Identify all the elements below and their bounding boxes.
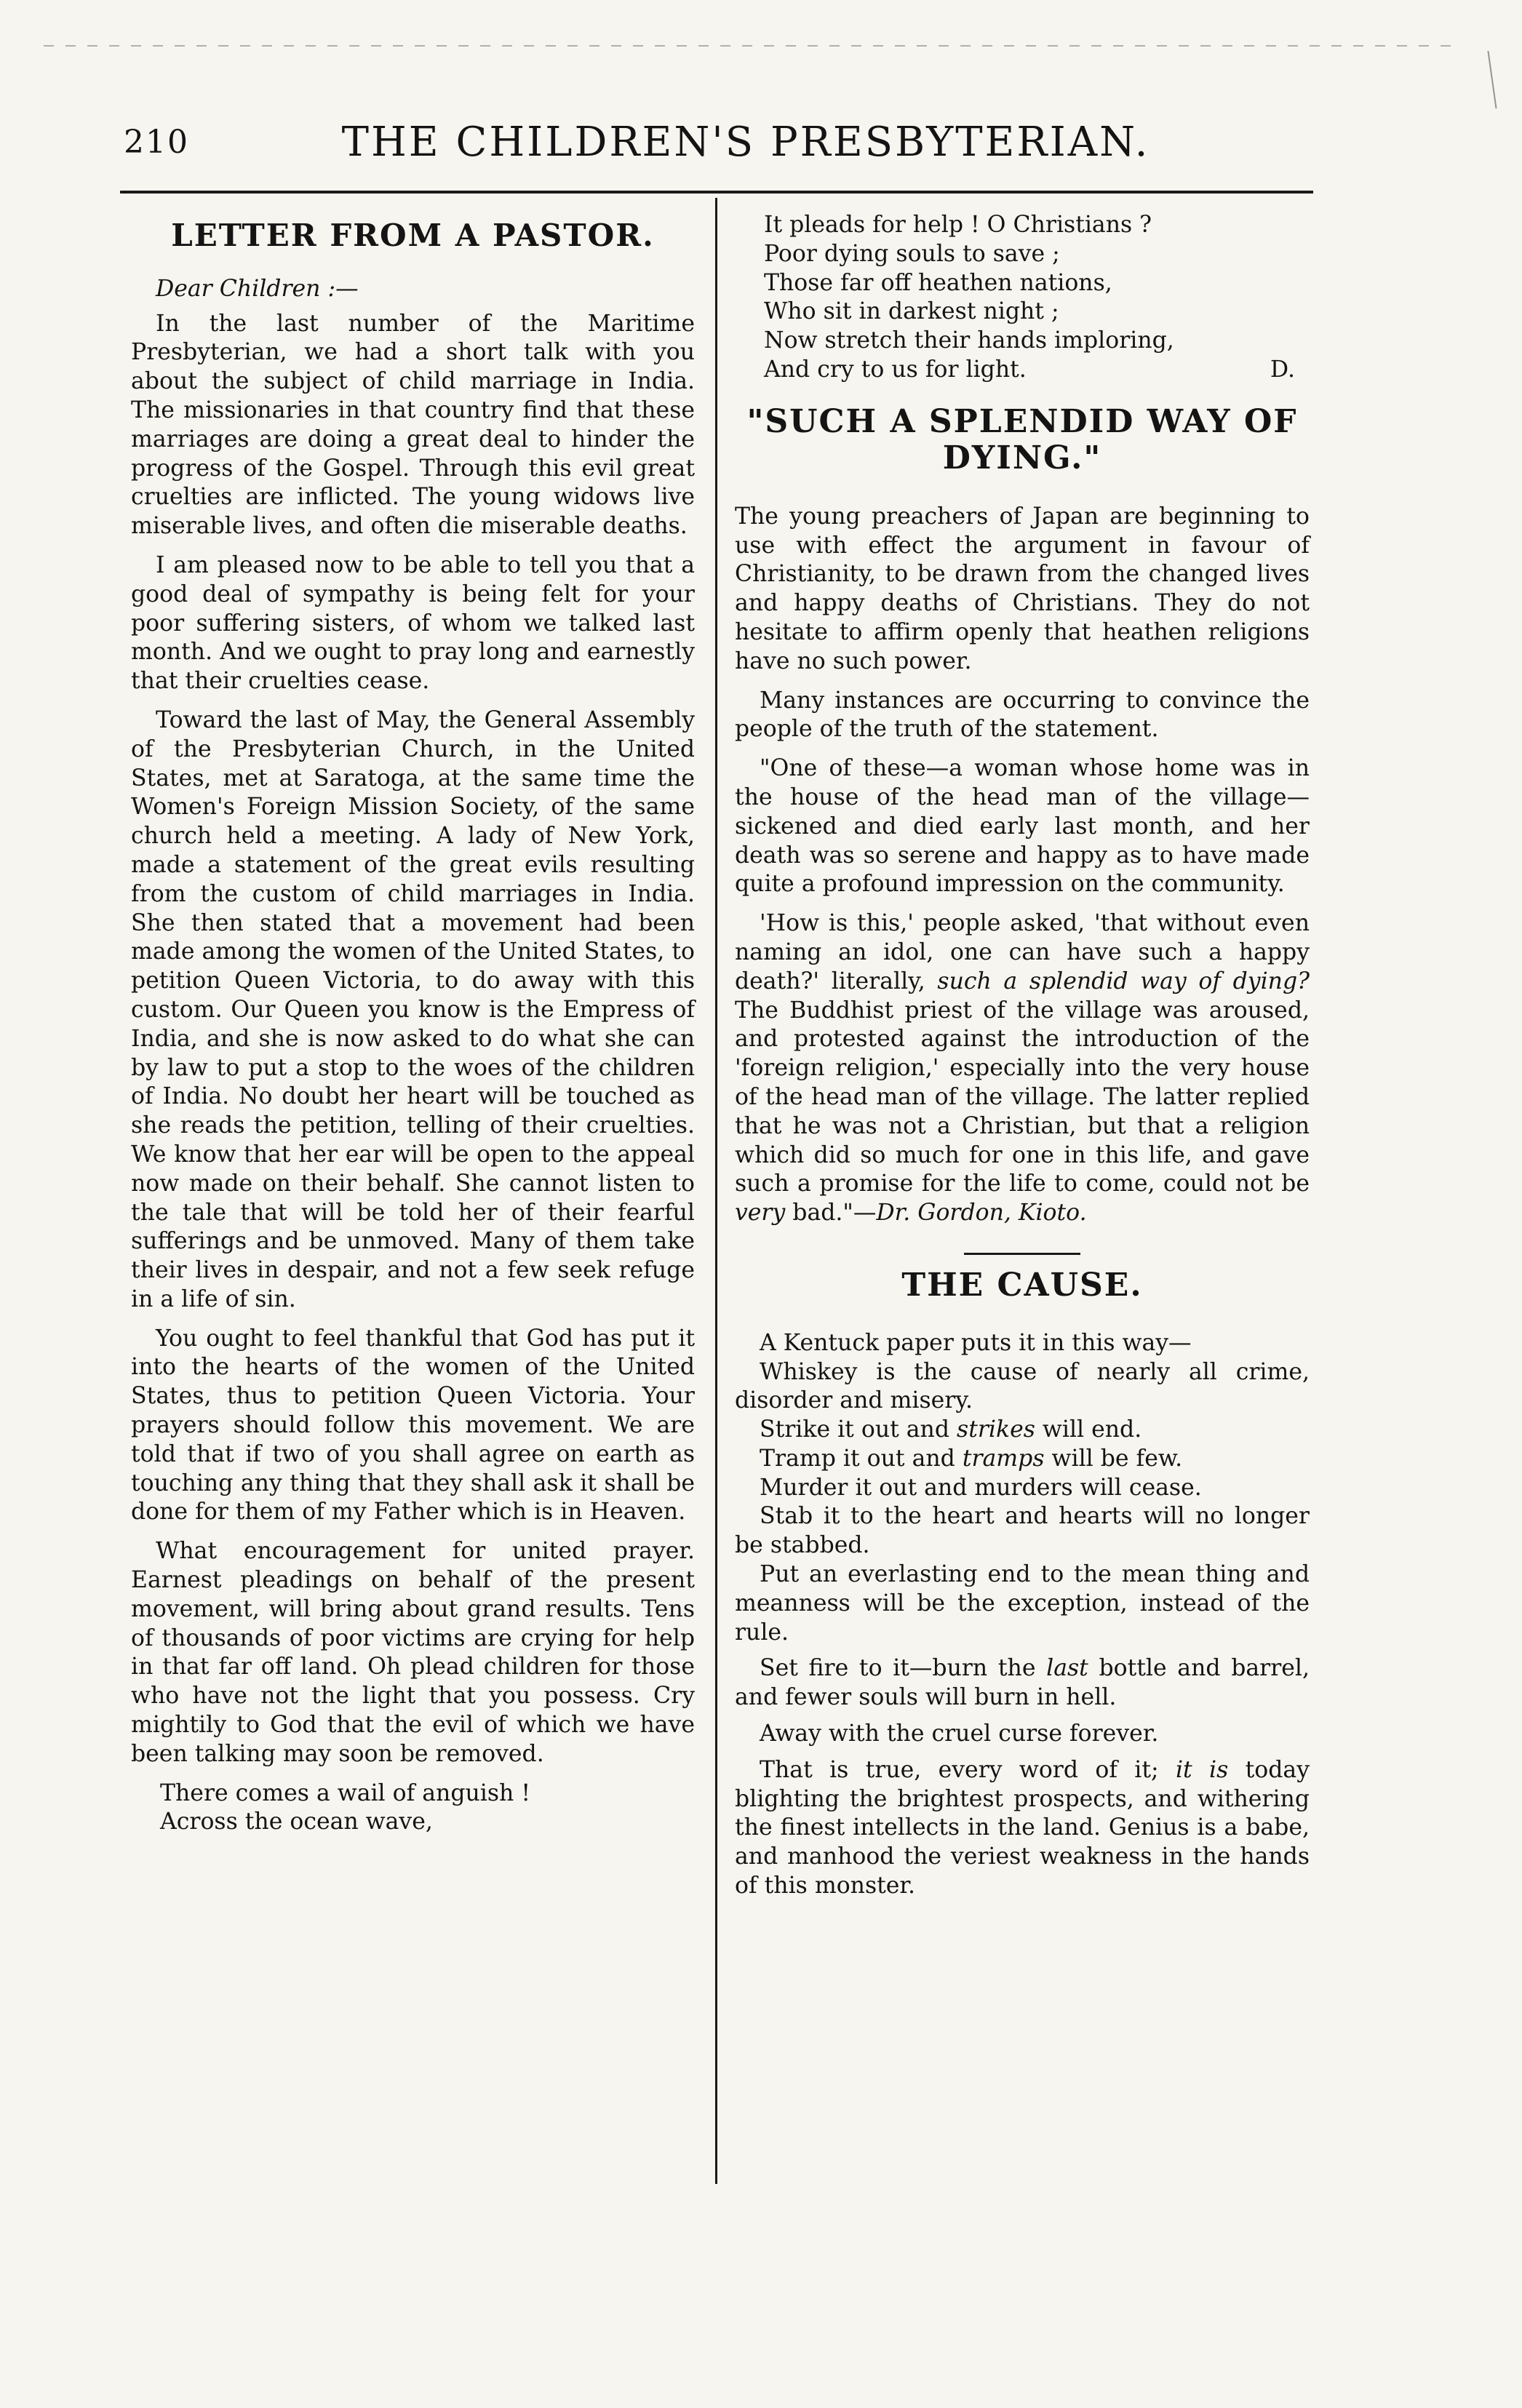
cause-line: Tramp it out and tramps will be few. <box>760 1445 1183 1472</box>
page-header <box>124 113 1310 171</box>
left-column <box>131 211 695 1840</box>
verse-line: There comes a wail of anguish ! <box>160 1779 530 1806</box>
letter-verse-continued <box>735 211 1310 385</box>
cause-line: Stab it to the heart and hearts will no longer be stabbed. <box>735 1503 1310 1559</box>
verse-line: Poor dying souls to save ; <box>764 240 1060 267</box>
letter-verse <box>131 1779 695 1838</box>
cause-line: A Kentuck paper puts it in this way— <box>760 1329 1192 1356</box>
letter-signature: D. <box>1270 356 1295 383</box>
corner-mark <box>1483 51 1497 109</box>
cause-line: Murder it out and murders will cease. <box>760 1474 1202 1501</box>
quote-text: bad."— <box>785 1200 877 1227</box>
letter-paragraph: You ought to feel thankful that God has put it into the hearts of the women of the United States, thus to petition Queen Victoria. Your prayers should follow this movement. We are told that if two of you shall agree on earth as touching any thing that they shall ask it shall be done for them of my Father which is in Heaven. <box>131 1325 695 1526</box>
verse-line-last <box>735 356 1310 385</box>
verse-line: And cry to us for light. <box>764 356 1027 383</box>
letter-title: LETTER FROM A PASTOR. <box>171 218 655 253</box>
splendid-paragraph: "One of these—a woman whose home was in the house of the head man of the village—sickened and died early last month, and her death was so serene and happy as to have made quite a profound impression on the community. <box>735 755 1310 898</box>
page-number: 210 <box>124 123 189 161</box>
letter-paragraph: What encouragement for united prayer. Earnest pleadings on behalf of the present movement, will bring about grand results. Tens of thousands of poor victims are crying for help in that far off land. Oh plead children for those who have not the light that you possess. Cry mightily to God that the evil of which we have been talking may soon be removed. <box>131 1538 695 1767</box>
top-edge-smudge <box>44 45 1455 47</box>
verse-line: Those far off heathen nations, <box>764 269 1112 296</box>
cause-line: Put an everlasting end to the mean thing and meanness will be the exception, instead of the rule. <box>735 1561 1310 1646</box>
quote-italic: such a splendid way of dying? <box>937 968 1310 994</box>
cause-title: THE CAUSE. <box>901 1266 1143 1304</box>
section-divider <box>964 1253 1080 1255</box>
splendid-paragraph: Many instances are occurring to convince the people of the truth of the statement. <box>735 687 1310 743</box>
splendid-paragraph: The young preachers of Japan are beginning to use with effect the argument in favour of Christianity, to be drawn from the changed lives and happy deaths of Christians. They do not hesitate to affirm openly that heathen religions have no such power. <box>735 503 1310 674</box>
right-column <box>735 211 1310 1901</box>
cause-line: Away with the cruel curse forever. <box>760 1721 1159 1747</box>
verse-line: Now stretch their hands imploring, <box>764 327 1174 354</box>
quote-text: The Buddhist priest of the village was aroused, and protested against the introduction of the 'foreign religion,' especially into the very house of the head man of the village. The latter replied that he was not a Christian, but that a religion which did so much for one in this life, and gave such a promise for the life to come, could not be <box>735 997 1310 1197</box>
cause-body <box>735 1329 1310 1901</box>
splendid-title: "SUCH A SPLENDID WAY OF DYING." <box>746 402 1298 477</box>
cause-line: Whiskey is the cause of nearly all crime, disorder and misery. <box>735 1358 1310 1414</box>
running-title: THE CHILDREN'S PRESBYTERIAN. <box>341 118 1150 166</box>
cause-line: Set fire to it—burn the last bottle and barrel, and fewer souls will burn in hell. <box>735 1655 1310 1711</box>
letter-paragraph: I am pleased now to be able to tell you that a good deal of sympathy is being felt for your poor suffering sisters, of whom we talked last month. And we ought to pray long and earnestly that their cruelties cease. <box>131 551 695 695</box>
quote-text: 'How is this,' people asked, 'that without even naming an idol, one can have such a happy death?' literally, <box>735 910 1310 994</box>
header-rule <box>120 191 1313 194</box>
column-rule <box>715 198 717 2184</box>
quote-author: Dr. Gordon, Kioto. <box>876 1200 1087 1227</box>
verse-line: It pleads for help ! O Christians ? <box>764 212 1152 238</box>
letter-salutation: Dear Children :— <box>156 275 359 302</box>
letter-paragraph: Toward the last of May, the General Assembly of the Presbyterian Church, in the United States, met at Saratoga, at the same time the Women's Foreign Mission Society, of the same church held a meeting. A lady of New York, made a statement of the great evils resulting from the custom of child marriages in India. She then stated that a movement had been made among the women of the United States, to petition Queen Victoria, to do away with this custom. Our Queen you know is the Empress of India, and she is now asked to do what she can by law to put a stop to the woes of the children of India. No doubt her heart will be touched as she reads the petition, telling of their cruelties. We know that her ear will be open to the appeal now made on their behalf. She cannot listen to the tale that will be told her of their fearful sufferings and be unmoved. Many of them take their lives in despair, and not a few seek refuge in a life of sin. <box>131 706 695 1312</box>
cause-line: Strike it out and strikes will end. <box>760 1416 1142 1443</box>
verse-line: Who sit in darkest night ; <box>764 298 1059 325</box>
splendid-quote <box>735 909 1310 1228</box>
quote-italic: very <box>735 1200 786 1227</box>
cause-line: That is true, every word of it; it is today blighting the brightest prospects, and withering the finest intellects in the land. Genius is a babe, and manhood the veriest weakness in the hands of this monster. <box>735 1756 1310 1899</box>
verse-line: Across the ocean wave, <box>160 1809 433 1835</box>
letter-paragraph: In the last number of the Maritime Presbyterian, we had a short talk with you about the subject of child marriage in India. The missionaries in that country find that these marriages are doing a great deal to hinder the progress of the Gospel. Through this evil great cruelties are inflicted. The young widows live miserable lives, and often die miserable deaths. <box>131 310 695 540</box>
